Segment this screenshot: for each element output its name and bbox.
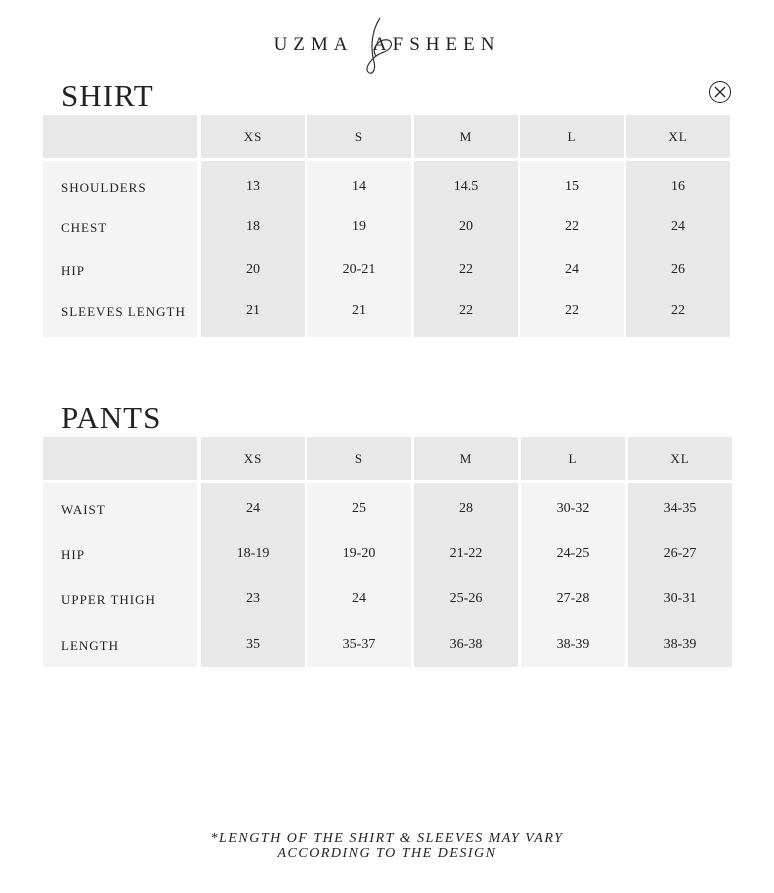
shirt-table-cell: 21 bbox=[352, 303, 366, 318]
calligraphy-monogram-icon bbox=[358, 16, 398, 78]
pants-row-label: WAIST bbox=[61, 502, 106, 517]
pants-table-cell: 19-20 bbox=[342, 546, 376, 561]
close-circle-icon bbox=[714, 86, 726, 98]
shirt-table-cell: 13 bbox=[246, 179, 260, 194]
shirt-section-title: SHIRT bbox=[61, 78, 154, 113]
shirt-table-cell: 15 bbox=[565, 179, 579, 194]
pants-table-cell: 24-25 bbox=[556, 546, 590, 561]
shirt-row-label: SLEEVES LENGTH bbox=[61, 304, 186, 319]
shirt-size-header: L bbox=[520, 115, 624, 158]
pants-table-cell: 35-37 bbox=[342, 637, 376, 652]
shirt-table-cell: 24 bbox=[565, 262, 579, 277]
shirt-table-cell: 19 bbox=[352, 219, 366, 234]
shirt-size-header: M bbox=[414, 115, 518, 158]
pants-size-header: XL bbox=[628, 437, 732, 480]
pants-table-cell: 34-35 bbox=[663, 501, 697, 516]
shirt-size-header: XS bbox=[201, 115, 305, 158]
pants-table-cell: 18-19 bbox=[236, 546, 270, 561]
pants-table-cell: 36-38 bbox=[449, 637, 483, 652]
shirt-table-cell: 14 bbox=[352, 179, 366, 194]
shirt-row-label: CHEST bbox=[61, 220, 108, 235]
shirt-table-cell: 22 bbox=[565, 303, 579, 318]
brand-name: UZMA AFSHEEN bbox=[273, 34, 501, 55]
shirt-table-cell: 16 bbox=[671, 179, 685, 194]
pants-table-cell: 30-32 bbox=[556, 501, 590, 516]
pants-row-label: HIP bbox=[61, 547, 85, 562]
pants-header-blank bbox=[43, 437, 197, 480]
shirt-header-blank bbox=[43, 115, 197, 158]
pants-table-cell: 21-22 bbox=[449, 546, 483, 561]
pants-table-cell: 30-31 bbox=[663, 591, 697, 606]
brand-logo bbox=[0, 18, 774, 56]
footnote-line-1: *LENGTH OF THE SHIRT & SLEEVES MAY VARY bbox=[210, 831, 564, 846]
shirt-size-header: XL bbox=[626, 115, 730, 158]
shirt-table-cell: 21 bbox=[246, 303, 260, 318]
close-button[interactable] bbox=[709, 81, 731, 103]
shirt-table-cell: 20 bbox=[246, 262, 260, 277]
pants-table-cell: 38-39 bbox=[556, 637, 590, 652]
pants-table-cell: 27-28 bbox=[556, 591, 590, 606]
footnote bbox=[0, 831, 774, 861]
pants-table-cell: 26-27 bbox=[663, 546, 697, 561]
shirt-row-label: SHOULDERS bbox=[61, 180, 147, 195]
shirt-table-cell: 18 bbox=[246, 219, 260, 234]
pants-table-cell: 24 bbox=[352, 591, 366, 606]
pants-section-title: PANTS bbox=[61, 400, 162, 435]
shirt-table-cell: 24 bbox=[671, 219, 685, 234]
shirt-table-cell: 22 bbox=[459, 303, 473, 318]
pants-size-header: L bbox=[521, 437, 625, 480]
pants-table-cell: 23 bbox=[246, 591, 260, 606]
pants-size-header: S bbox=[307, 437, 411, 480]
shirt-size-header: S bbox=[307, 115, 411, 158]
shirt-table-cell: 20 bbox=[459, 219, 473, 234]
pants-table-cell: 24 bbox=[246, 501, 260, 516]
pants-table-cell: 25 bbox=[352, 501, 366, 516]
pants-size-header: XS bbox=[201, 437, 305, 480]
pants-table-cell: 35 bbox=[246, 637, 260, 652]
pants-row-label: UPPER THIGH bbox=[61, 592, 156, 607]
shirt-table-cell: 26 bbox=[671, 262, 685, 277]
shirt-table-cell: 22 bbox=[459, 262, 473, 277]
pants-table-cell: 25-26 bbox=[449, 591, 483, 606]
shirt-table-cell: 20-21 bbox=[342, 262, 376, 277]
pants-size-header: M bbox=[414, 437, 518, 480]
shirt-row-label: HIP bbox=[61, 263, 85, 278]
pants-row-label: LENGTH bbox=[61, 638, 119, 653]
pants-table-cell: 28 bbox=[459, 501, 473, 516]
pants-table-cell: 38-39 bbox=[663, 637, 697, 652]
shirt-table-cell: 22 bbox=[565, 219, 579, 234]
footnote-line-2: ACCORDING TO THE DESIGN bbox=[277, 846, 497, 861]
shirt-table-cell: 22 bbox=[671, 303, 685, 318]
shirt-table-cell: 14.5 bbox=[453, 179, 479, 194]
